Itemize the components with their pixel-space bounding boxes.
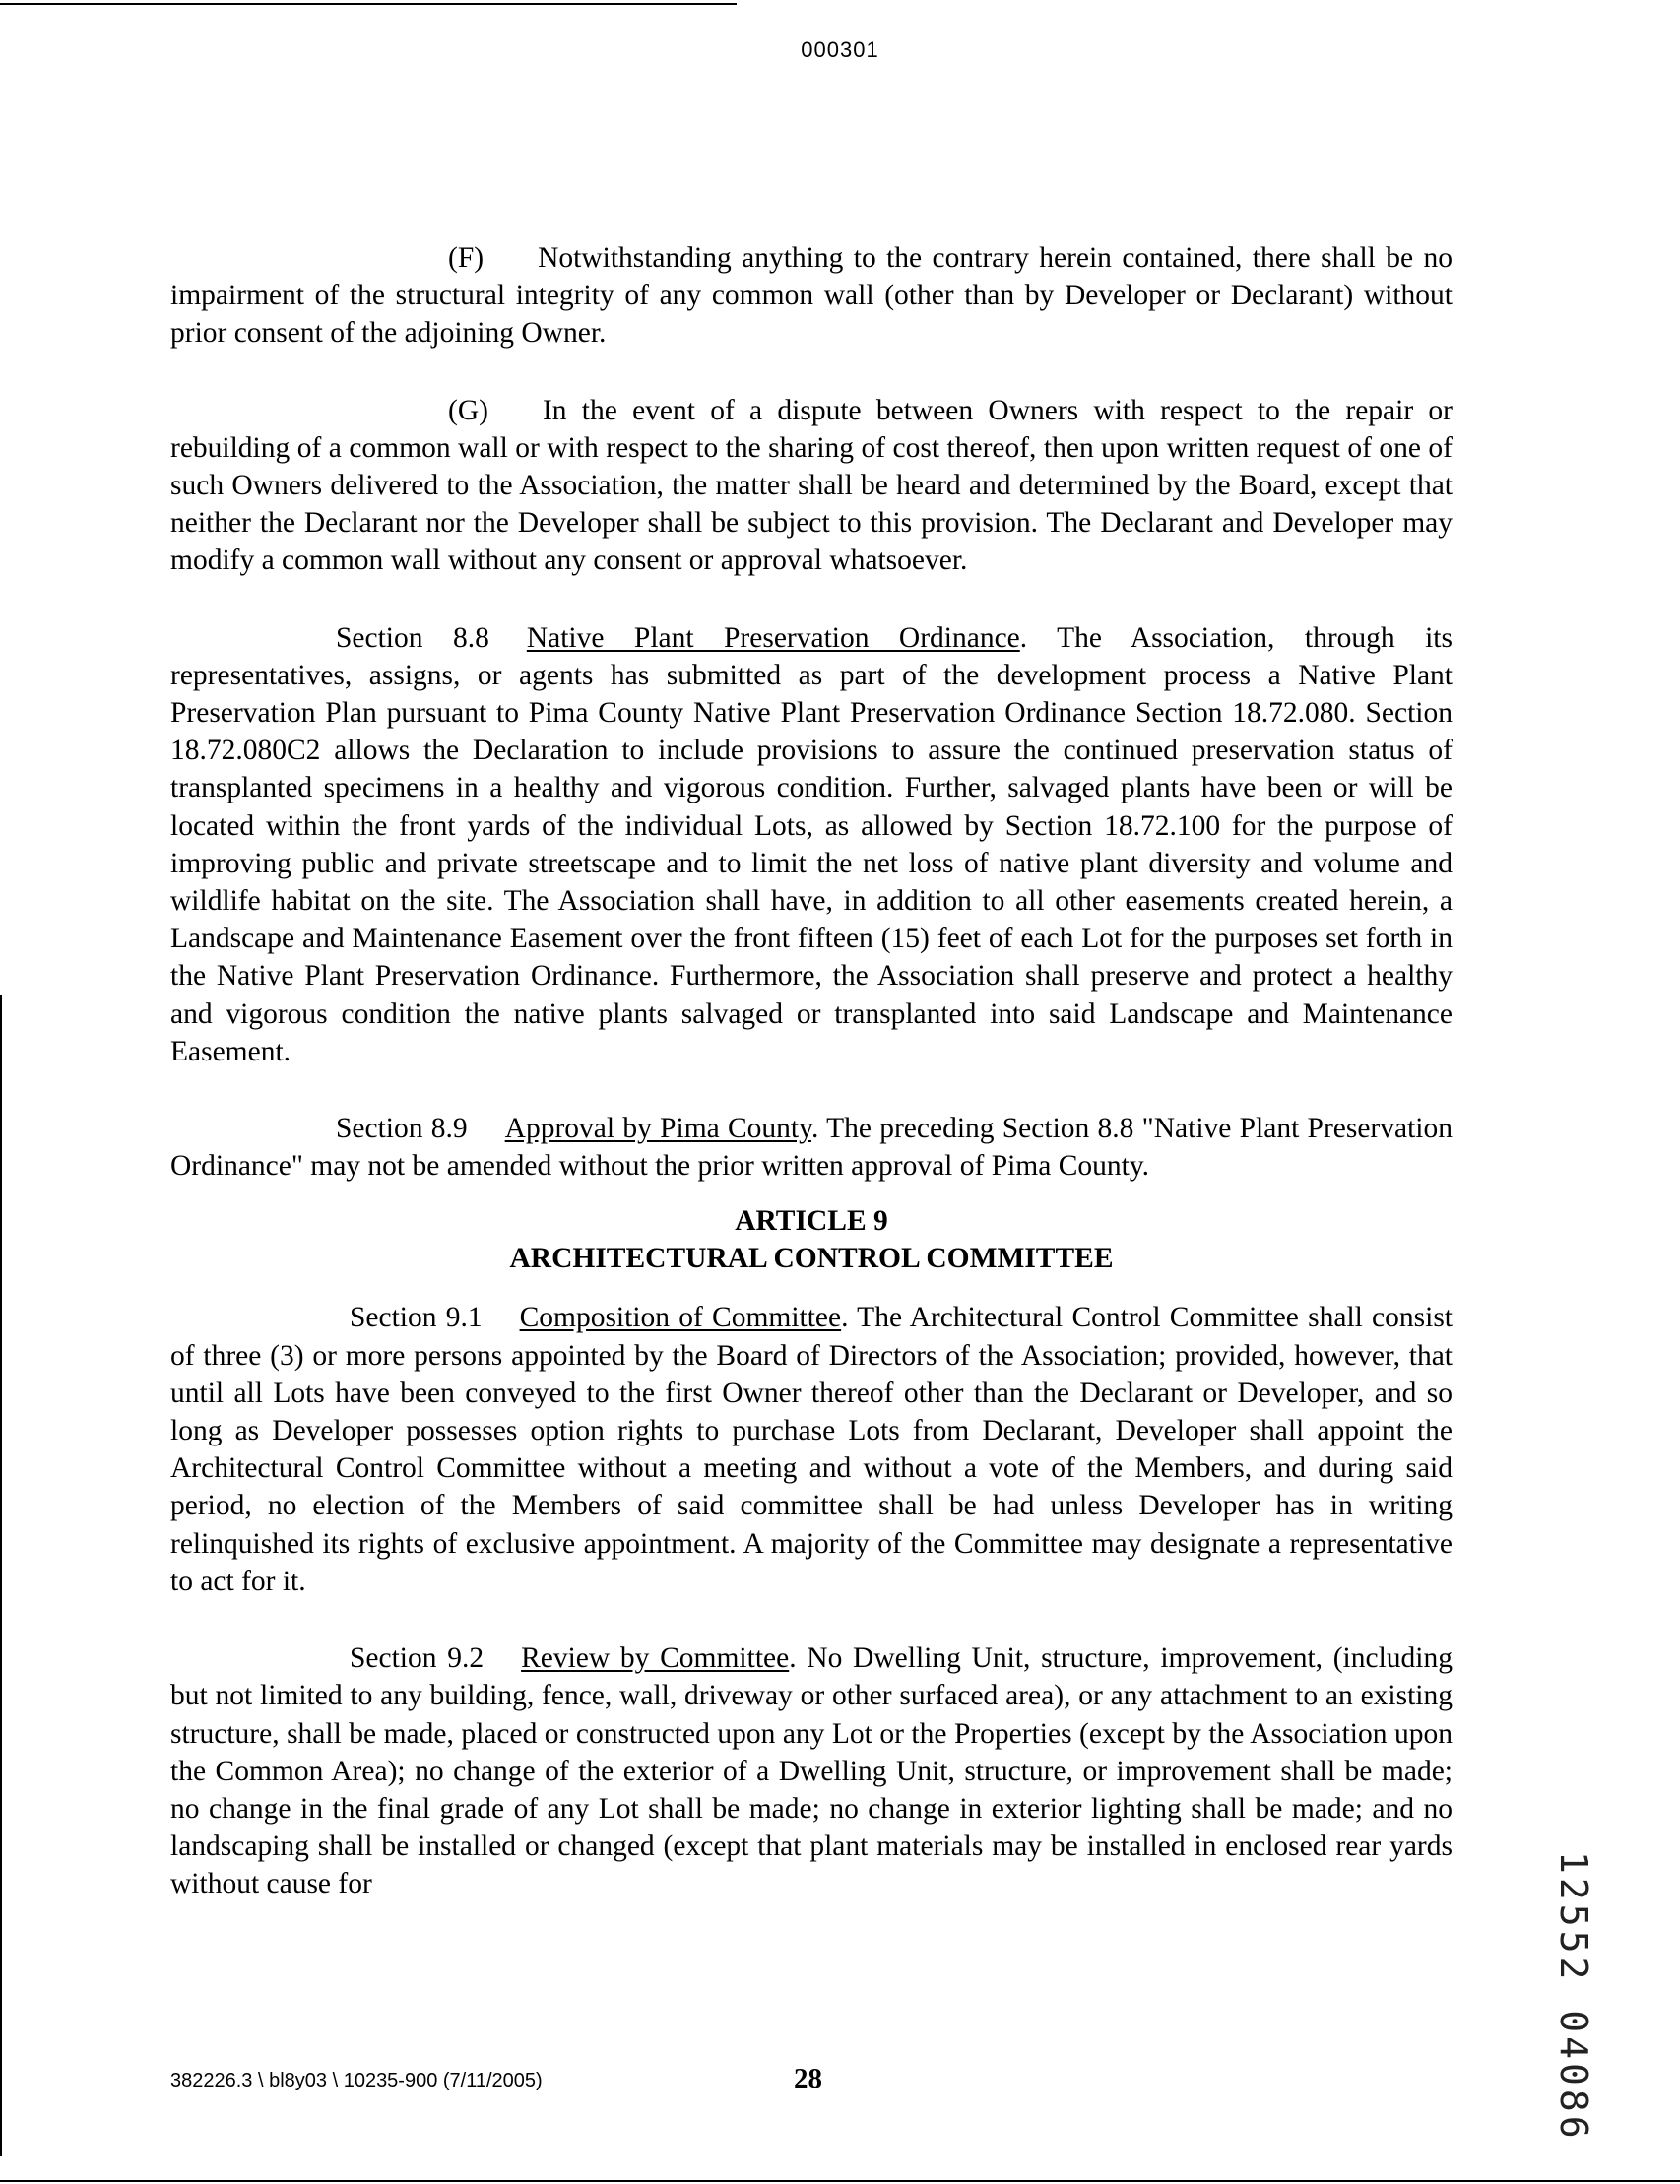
section-8-9	[170, 1110, 1453, 1185]
section-8-8	[170, 619, 1453, 1070]
section-9-2	[170, 1639, 1453, 1902]
section-8-8-number: Section 8.8	[336, 621, 489, 654]
section-9-1-text: . The Architectural Control Committee shall consist of three (3) or more persons appointed by the Board of Directors of the Association; provided, however, that until all Lots have been conveyed to the first Owner thereof other than the Declarant or Developer, and so long as Developer possesses option rights to purchase Lots from Declarant, Developer shall appoint the Architectural Control Committee without a meeting and without a vote of the Members, and during said period, no election of the Members of said committee shall be had unless Developer has in writing relinquished its rights of exclusive appointment. A majority of the Committee may designate a representative to act for it.	[170, 1302, 1453, 1597]
section-8-9-text: . The preceding Section 8.8 "Native Plant Preservation Ordinance" may not be amended without the prior written approval of Pima County.	[170, 1113, 1453, 1183]
paragraph-f	[170, 239, 1453, 353]
footer-document-reference: 382226.3 \ bl8y03 \ 10235-900 (7/11/2005)	[170, 2070, 543, 2091]
section-9-2-text: . No Dwelling Unit, structure, improvement, (including but not limited to any building, fence, wall, driveway or other surfaced area), or any attachment to an existing structure, shall be made, placed or constructed upon any Lot or the Properties (except by the Association upon the Common Area); no change of the exterior of a Dwelling Unit, structure, or improvement shall be made; no change in the final grade of any Lot shall be made; no change in exterior lighting shall be made; and no landscaping shall be installed or changed (except that plant materials may be installed in enclosed rear yards without cause for	[170, 1642, 1453, 1900]
paragraph-g-text: In the event of a dispute between Owners with respect to the repair or rebuilding of a common wall or with respect to the sharing of cost thereof, then upon written request of one of such Owners delivered to the Association, the matter shall be heard and determined by the Board, except that neither the Declarant nor the Developer shall be subject to this provision. The Declarant and Developer may modify a common wall without any consent or approval whatsoever.	[170, 394, 1453, 577]
paragraph-f-label: (F)	[448, 242, 485, 274]
section-8-9-title: Approval by Pima County	[504, 1113, 811, 1145]
page-number: 28	[794, 2063, 822, 2094]
section-9-1-title: Composition of Committee	[519, 1302, 842, 1334]
article-title: ARCHITECTURAL CONTROL COMMITTEE	[509, 1243, 1114, 1275]
side-recording-stamp: 12552 04086	[1552, 1851, 1595, 2143]
article-number: ARTICLE 9	[735, 1205, 888, 1238]
section-9-1	[170, 1299, 1453, 1600]
section-9-1-number: Section 9.1	[350, 1302, 483, 1334]
section-8-9-number: Section 8.9	[336, 1113, 468, 1145]
section-8-8-text: . The Association, through its representatives, assigns, or agents has submitted as part of the development process a Native Plant Preservation Plan pursuant to Pima County Native Plant Preservation Ordinance Section 18.72.080. Section 18.72.080C2 allows the Declaration to include provisions to assure the continued preservation status of transplanted specimens in a healthy and vigorous condition. Further, salvaged plants have been or will be located within the front yards of the individual Lots, as allowed by Section 18.72.100 for the purpose of improving public and private streetscape and to limit the net loss of native plant diversity and volume and wildlife habitat on the site. The Association shall have, in addition to all other easements created herein, a Landscape and Maintenance Easement over the front fifteen (15) feet of each Lot for the purposes set forth in the Native Plant Preservation Ordinance. Furthermore, the Association shall preserve and protect a healthy and vigorous condition the native plants salvaged or transplanted into said Landscape and Maintenance Easement.	[170, 621, 1453, 1067]
section-9-2-number: Section 9.2	[350, 1642, 485, 1675]
paragraph-g-label: (G)	[448, 394, 488, 426]
scan-edge-left	[0, 995, 2, 2156]
paragraph-f-text: Notwithstanding anything to the contrary herein contained, there shall be no impairment of the structural integrity of any common wall (other than by Developer or Declarant) without prior consent of the adjoining Owner.	[170, 242, 1453, 350]
section-9-2-title: Review by Committee	[521, 1642, 790, 1675]
section-8-8-title: Native Plant Preservation Ordinance	[526, 621, 1020, 654]
document-number: 000301	[801, 37, 879, 62]
page-body	[170, 239, 1453, 1903]
paragraph-g	[170, 392, 1453, 580]
scan-edge-top	[0, 3, 737, 5]
scan-edge-bottom	[0, 2180, 1680, 2182]
